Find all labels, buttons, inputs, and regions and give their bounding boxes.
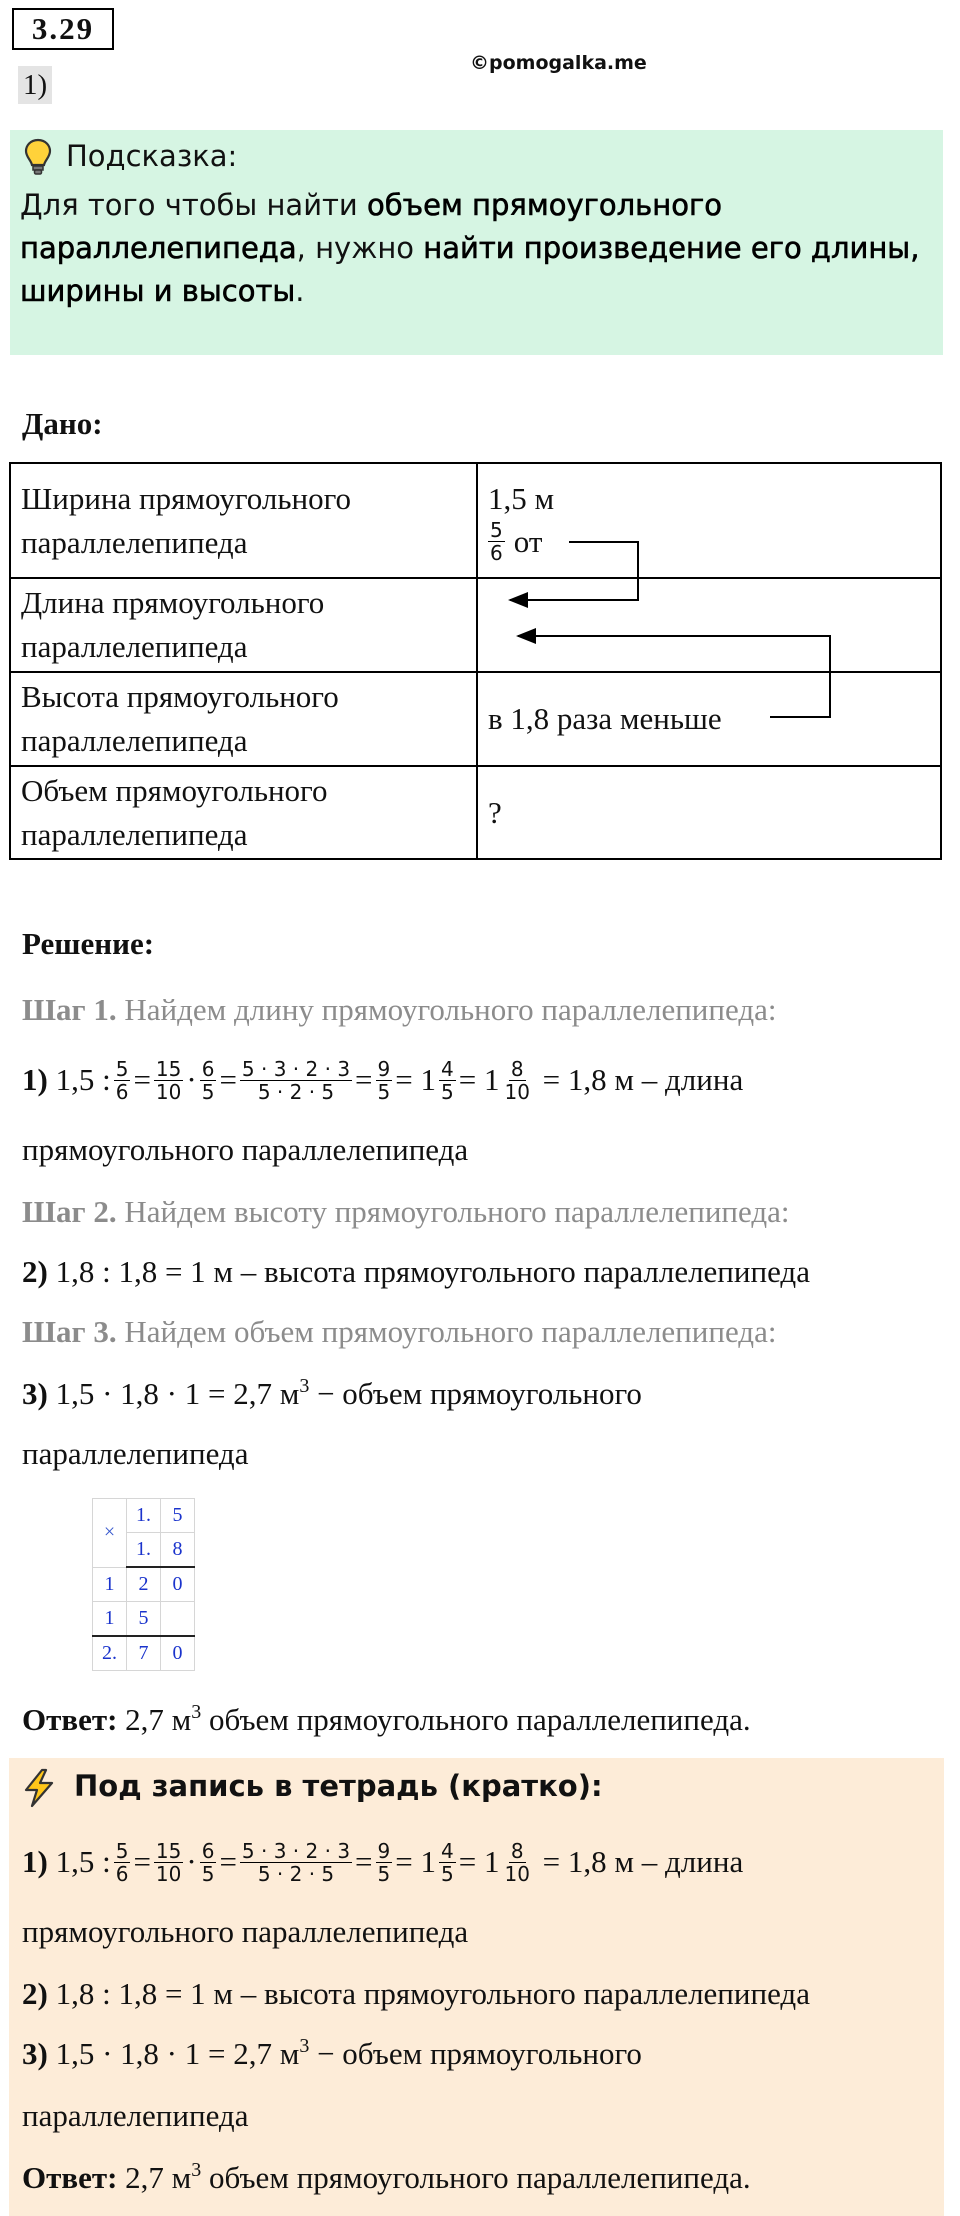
calc-text: 1,5 : xyxy=(55,1062,111,1097)
ratio-text: от xyxy=(513,523,543,559)
notebook-step-2-calc xyxy=(22,1972,810,2016)
fraction: $\frac{8}{10}$ xyxy=(504,1838,530,1886)
fraction: $\frac{6}{5}$ xyxy=(201,1838,215,1886)
answer xyxy=(22,1698,751,1746)
fraction: $\frac{4}{5}$ xyxy=(441,1056,454,1104)
digit-cell: 5 xyxy=(161,1499,195,1533)
hint-bold-part: найти произведение его длины, ширины и высоты xyxy=(20,231,920,308)
step-2-heading xyxy=(22,1190,790,1234)
table-cell-name: Высота прямоугольного параллелепипеда xyxy=(10,672,477,766)
exponent: 3 xyxy=(191,1701,202,1723)
answer-text: объем прямоугольного параллелепипеда. xyxy=(201,1702,751,1737)
solution-label: Решение: xyxy=(22,926,155,961)
answer-text: 2,7 м xyxy=(125,1702,192,1737)
exponent: 3 xyxy=(299,2035,310,2057)
multiply-sign: × xyxy=(93,1499,127,1568)
digit-cell: 2. xyxy=(93,1636,127,1671)
calc-text: − объем прямоугольного xyxy=(309,2036,642,2071)
digit-cell: 5 xyxy=(127,1602,161,1637)
fraction: $\frac{15}{10}$ xyxy=(155,1838,182,1886)
fraction: $\frac{4}{5}$ xyxy=(441,1838,454,1886)
calc-text: = 1,8 м – длина xyxy=(542,1062,744,1097)
fraction: $\frac{6}{5}$ xyxy=(201,1056,215,1104)
arrow-height-to-length xyxy=(518,636,830,717)
notebook-step-1-calc: 1) 1,5 : $\frac{5}{6}$ = $\frac{15}{10}$ · $\frac{6}{5}$ = $\frac{5 \cdot 3 \cdot 2 \cdot 3}{5 \cdot 2 \cdot 5}$ = $\frac{9}{5}$ = 1 $\frac{4}{5}$ = 1 $\frac{8}{10}$ = 1,8 м – длина xyxy=(22,1838,744,1886)
mixed-whole: 1 xyxy=(483,1062,500,1097)
answer-label: Ответ: xyxy=(22,2160,118,2195)
digit-cell: 1. xyxy=(127,1499,161,1533)
hint-text-part: Для того чтобы найти xyxy=(20,188,367,222)
given-label: Дано: xyxy=(22,406,103,441)
step-2-calc xyxy=(22,1250,810,1294)
task-number: 3.29 xyxy=(12,8,114,50)
step-3-continuation: параллелепипеда xyxy=(22,1436,249,1471)
calc-text: 1,8 : 1,8 = 1 м – высота прямоугольного параллелепипеда xyxy=(55,1976,810,2011)
step-3-heading xyxy=(22,1310,776,1354)
fraction: $\frac{5}{6}$ xyxy=(115,1838,129,1886)
fraction: $\frac{9}{5}$ xyxy=(377,1838,391,1886)
table-cell-name: Объем прямоугольного параллелепипеда xyxy=(10,766,477,859)
notebook-title: Под запись в тетрадь (кратко): xyxy=(74,1769,603,1803)
exponent: 3 xyxy=(299,1375,310,1397)
hint-text-part: . xyxy=(295,274,305,308)
digit-cell: 1 xyxy=(93,1602,127,1637)
mixed-whole: 1 xyxy=(483,1844,500,1879)
step-label: Шаг 2. xyxy=(22,1194,117,1229)
notebook-step-3-continuation: параллелепипеда xyxy=(22,2098,249,2133)
step-label: Шаг 1. xyxy=(22,992,117,1027)
exponent: 3 xyxy=(191,2159,202,2181)
calc-number: 3) xyxy=(22,1376,48,1411)
fraction: $\frac{15}{10}$ xyxy=(155,1056,182,1104)
mixed-whole: 1 xyxy=(420,1844,436,1879)
digit-cell: 0 xyxy=(161,1636,195,1671)
hint-bold-part: объем прямоугольного параллелепипеда xyxy=(20,188,722,265)
digit-cell: 1. xyxy=(127,1533,161,1568)
table-cell-value: в 1,8 раза меньше xyxy=(477,672,941,766)
digit-cell: 8 xyxy=(161,1533,195,1568)
step-1-heading xyxy=(22,988,776,1032)
table-cell-name: Длина прямоугольного параллелепипеда xyxy=(10,578,477,672)
step-1-continuation: прямоугольного параллелепипеда xyxy=(22,1132,469,1167)
answer-label: Ответ: xyxy=(22,1702,118,1737)
site-watermark: ©pomogalka.me xyxy=(470,52,647,74)
calc-number: 3) xyxy=(22,2036,48,2071)
table-cell-name: Ширина прямоугольного параллелепипеда xyxy=(10,463,477,578)
width-value: 1,5 м xyxy=(488,481,555,516)
table-cell-value: ? xyxy=(477,766,941,859)
part-number: 1) xyxy=(18,66,52,104)
calc-number: 1) xyxy=(22,1844,48,1879)
digit-cell: 2 xyxy=(127,1567,161,1602)
calc-number: 2) xyxy=(22,1254,48,1289)
mixed-whole: 1 xyxy=(420,1062,436,1097)
digit-cell: 7 xyxy=(127,1636,161,1671)
step-text: Найдем высоту прямоугольного параллелепипеда: xyxy=(124,1194,790,1229)
calc-number: 2) xyxy=(22,1976,48,2011)
lightning-icon xyxy=(22,1768,56,1808)
fraction: $\frac{5}{6}$ xyxy=(115,1056,129,1104)
digit-cell: 1 xyxy=(93,1567,127,1602)
calc-text: 1,5 : xyxy=(55,1844,111,1879)
digit-cell: 0 xyxy=(161,1567,195,1602)
arrow-width-to-length xyxy=(510,542,638,600)
digit-cell xyxy=(161,1602,195,1637)
fraction: $\frac{5}{6}$ xyxy=(490,518,503,565)
calc-text: 1,8 : 1,8 = 1 м – высота прямоугольного параллелепипеда xyxy=(55,1254,810,1289)
calc-text: − объем прямоугольного xyxy=(309,1376,642,1411)
step-text: Найдем длину прямоугольного параллелепипеда: xyxy=(124,992,777,1027)
answer-text: объем прямоугольного параллелепипеда. xyxy=(201,2160,751,2195)
hint-title: Подсказка: xyxy=(66,139,238,173)
fraction: $\frac{5 \cdot 3 \cdot 2 \cdot 3}{5 \cdot 2 \cdot 5}$ xyxy=(241,1056,351,1104)
calc-text: = 1,8 м – длина xyxy=(542,1844,744,1879)
step-3-calc xyxy=(22,1372,642,1420)
hint-text-part: , нужно xyxy=(296,231,424,265)
column-multiplication xyxy=(92,1498,195,1671)
fraction: $\frac{8}{10}$ xyxy=(504,1056,530,1104)
notebook-answer xyxy=(22,2156,751,2204)
step-text: Найдем объем прямоугольного параллелепипеда: xyxy=(124,1314,777,1349)
table-arrows xyxy=(0,0,960,900)
notebook-step-1-continuation: прямоугольного параллелепипеда xyxy=(22,1914,469,1949)
step-1-calc: 1) 1,5 : $\frac{5}{6}$ = $\frac{15}{10}$ · $\frac{6}{5}$ = $\frac{5 \cdot 3 \cdot 2 \cdot 3}{5 \cdot 2 \cdot 5}$ = $\frac{9}{5}$ = 1 $\frac{4}{5}$ = 1 $\frac{8}{10}$ = 1,8 м – длина xyxy=(22,1056,744,1104)
step-label: Шаг 3. xyxy=(22,1314,117,1349)
calc-number: 1) xyxy=(22,1062,48,1097)
calc-text: 1,5 · 1,8 · 1 = 2,7 м xyxy=(55,2036,300,2071)
fraction: $\frac{9}{5}$ xyxy=(377,1056,391,1104)
answer-text: 2,7 м xyxy=(125,2160,192,2195)
notebook-step-3-calc xyxy=(22,2032,642,2080)
fraction: $\frac{5 \cdot 3 \cdot 2 \cdot 3}{5 \cdot 2 \cdot 5}$ xyxy=(241,1838,351,1886)
calc-text: 1,5 · 1,8 · 1 = 2,7 м xyxy=(55,1376,300,1411)
